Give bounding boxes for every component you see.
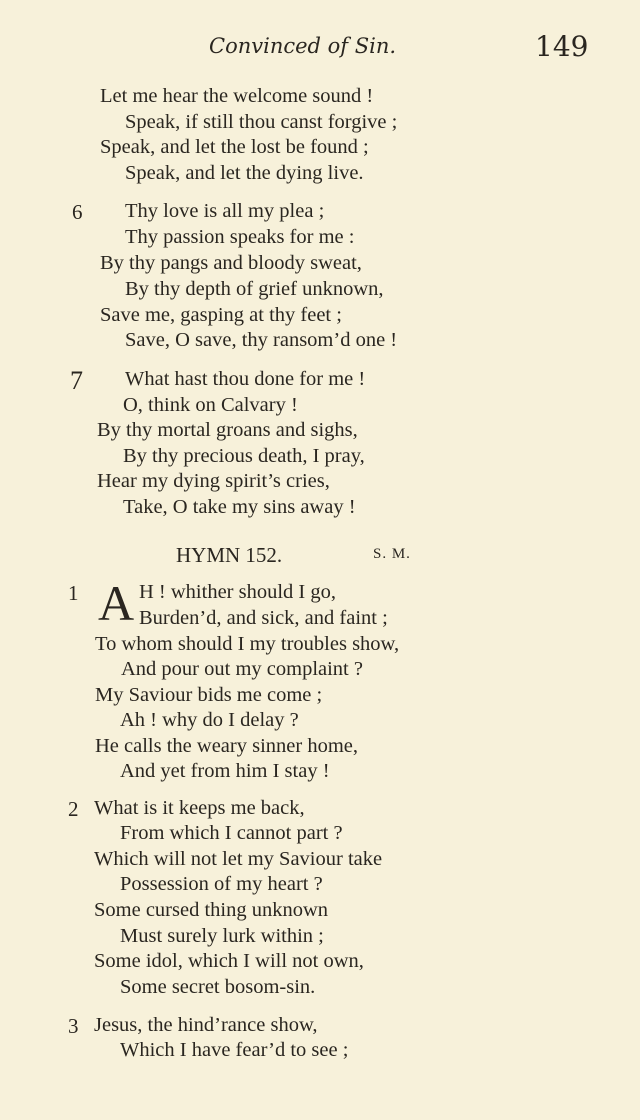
verse-line: What hast thou done for me ! <box>125 368 366 390</box>
verse-line: Ah ! why do I delay ? <box>120 709 299 731</box>
verse-line: By thy pangs and bloody sweat, <box>100 252 362 274</box>
hymn-title: HYMN 152. <box>176 543 283 567</box>
verse-line: Save, O save, thy ransom’d one ! <box>125 329 398 351</box>
verse-line: Must surely lurk within ; <box>120 925 324 947</box>
verse-line: What is it keeps me back, <box>94 797 305 819</box>
stanza-number: 2 <box>68 797 79 821</box>
verse-line: Thy love is all my plea ; <box>125 200 325 222</box>
verse-line: Possession of my heart ? <box>120 873 323 895</box>
verse-line: Speak, if still thou canst forgive ; <box>125 111 398 133</box>
verse-line: By thy mortal groans and sighs, <box>97 419 358 441</box>
drop-cap: A <box>98 575 135 631</box>
verse-line: Some idol, which I will not own, <box>94 950 364 972</box>
verse-line: Save me, gasping at thy feet ; <box>100 304 342 326</box>
verse-line: O, think on Calvary ! <box>123 394 298 416</box>
verse-line: Let me hear the welcome sound ! <box>100 85 374 107</box>
verse-line: By thy depth of grief unknown, <box>125 278 384 300</box>
running-header: Convinced of Sin. <box>209 34 397 58</box>
verse-line: H ! whither should I go, <box>139 581 337 603</box>
verse-line: Hear my dying spirit’s cries, <box>97 470 330 492</box>
stanza-number: 6 <box>72 200 83 224</box>
verse-line: Speak, and let the dying live. <box>125 162 364 184</box>
verse-line: And pour out my complaint ? <box>121 658 363 680</box>
verse-line: Burden’d, and sick, and faint ; <box>139 607 388 629</box>
page-number: 149 <box>535 30 589 63</box>
verse-line: Jesus, the hind’rance show, <box>94 1014 318 1036</box>
verse-line: From which I cannot part ? <box>120 822 343 844</box>
stanza-number: 7 <box>70 366 83 395</box>
hymn-meter: S. M. <box>373 546 411 562</box>
verse-line: Thy passion speaks for me : <box>125 226 355 248</box>
verse-line: And yet from him I stay ! <box>120 760 330 782</box>
stanza-number: 1 <box>68 581 79 605</box>
verse-line: Which I have fear’d to see ; <box>120 1039 349 1061</box>
verse-line: To whom should I my troubles show, <box>95 633 400 655</box>
verse-line: My Saviour bids me come ; <box>95 684 323 706</box>
stanza-number: 3 <box>68 1014 79 1038</box>
verse-line: Which will not let my Saviour take <box>94 848 383 870</box>
verse-line: Speak, and let the lost be found ; <box>100 136 369 158</box>
verse-line: He calls the weary sinner home, <box>95 735 358 757</box>
verse-line: Take, O take my sins away ! <box>123 496 356 518</box>
verse-line: Some secret bosom-sin. <box>120 976 316 998</box>
verse-line: By thy precious death, I pray, <box>123 445 365 467</box>
verse-line: Some cursed thing unknown <box>94 899 329 921</box>
